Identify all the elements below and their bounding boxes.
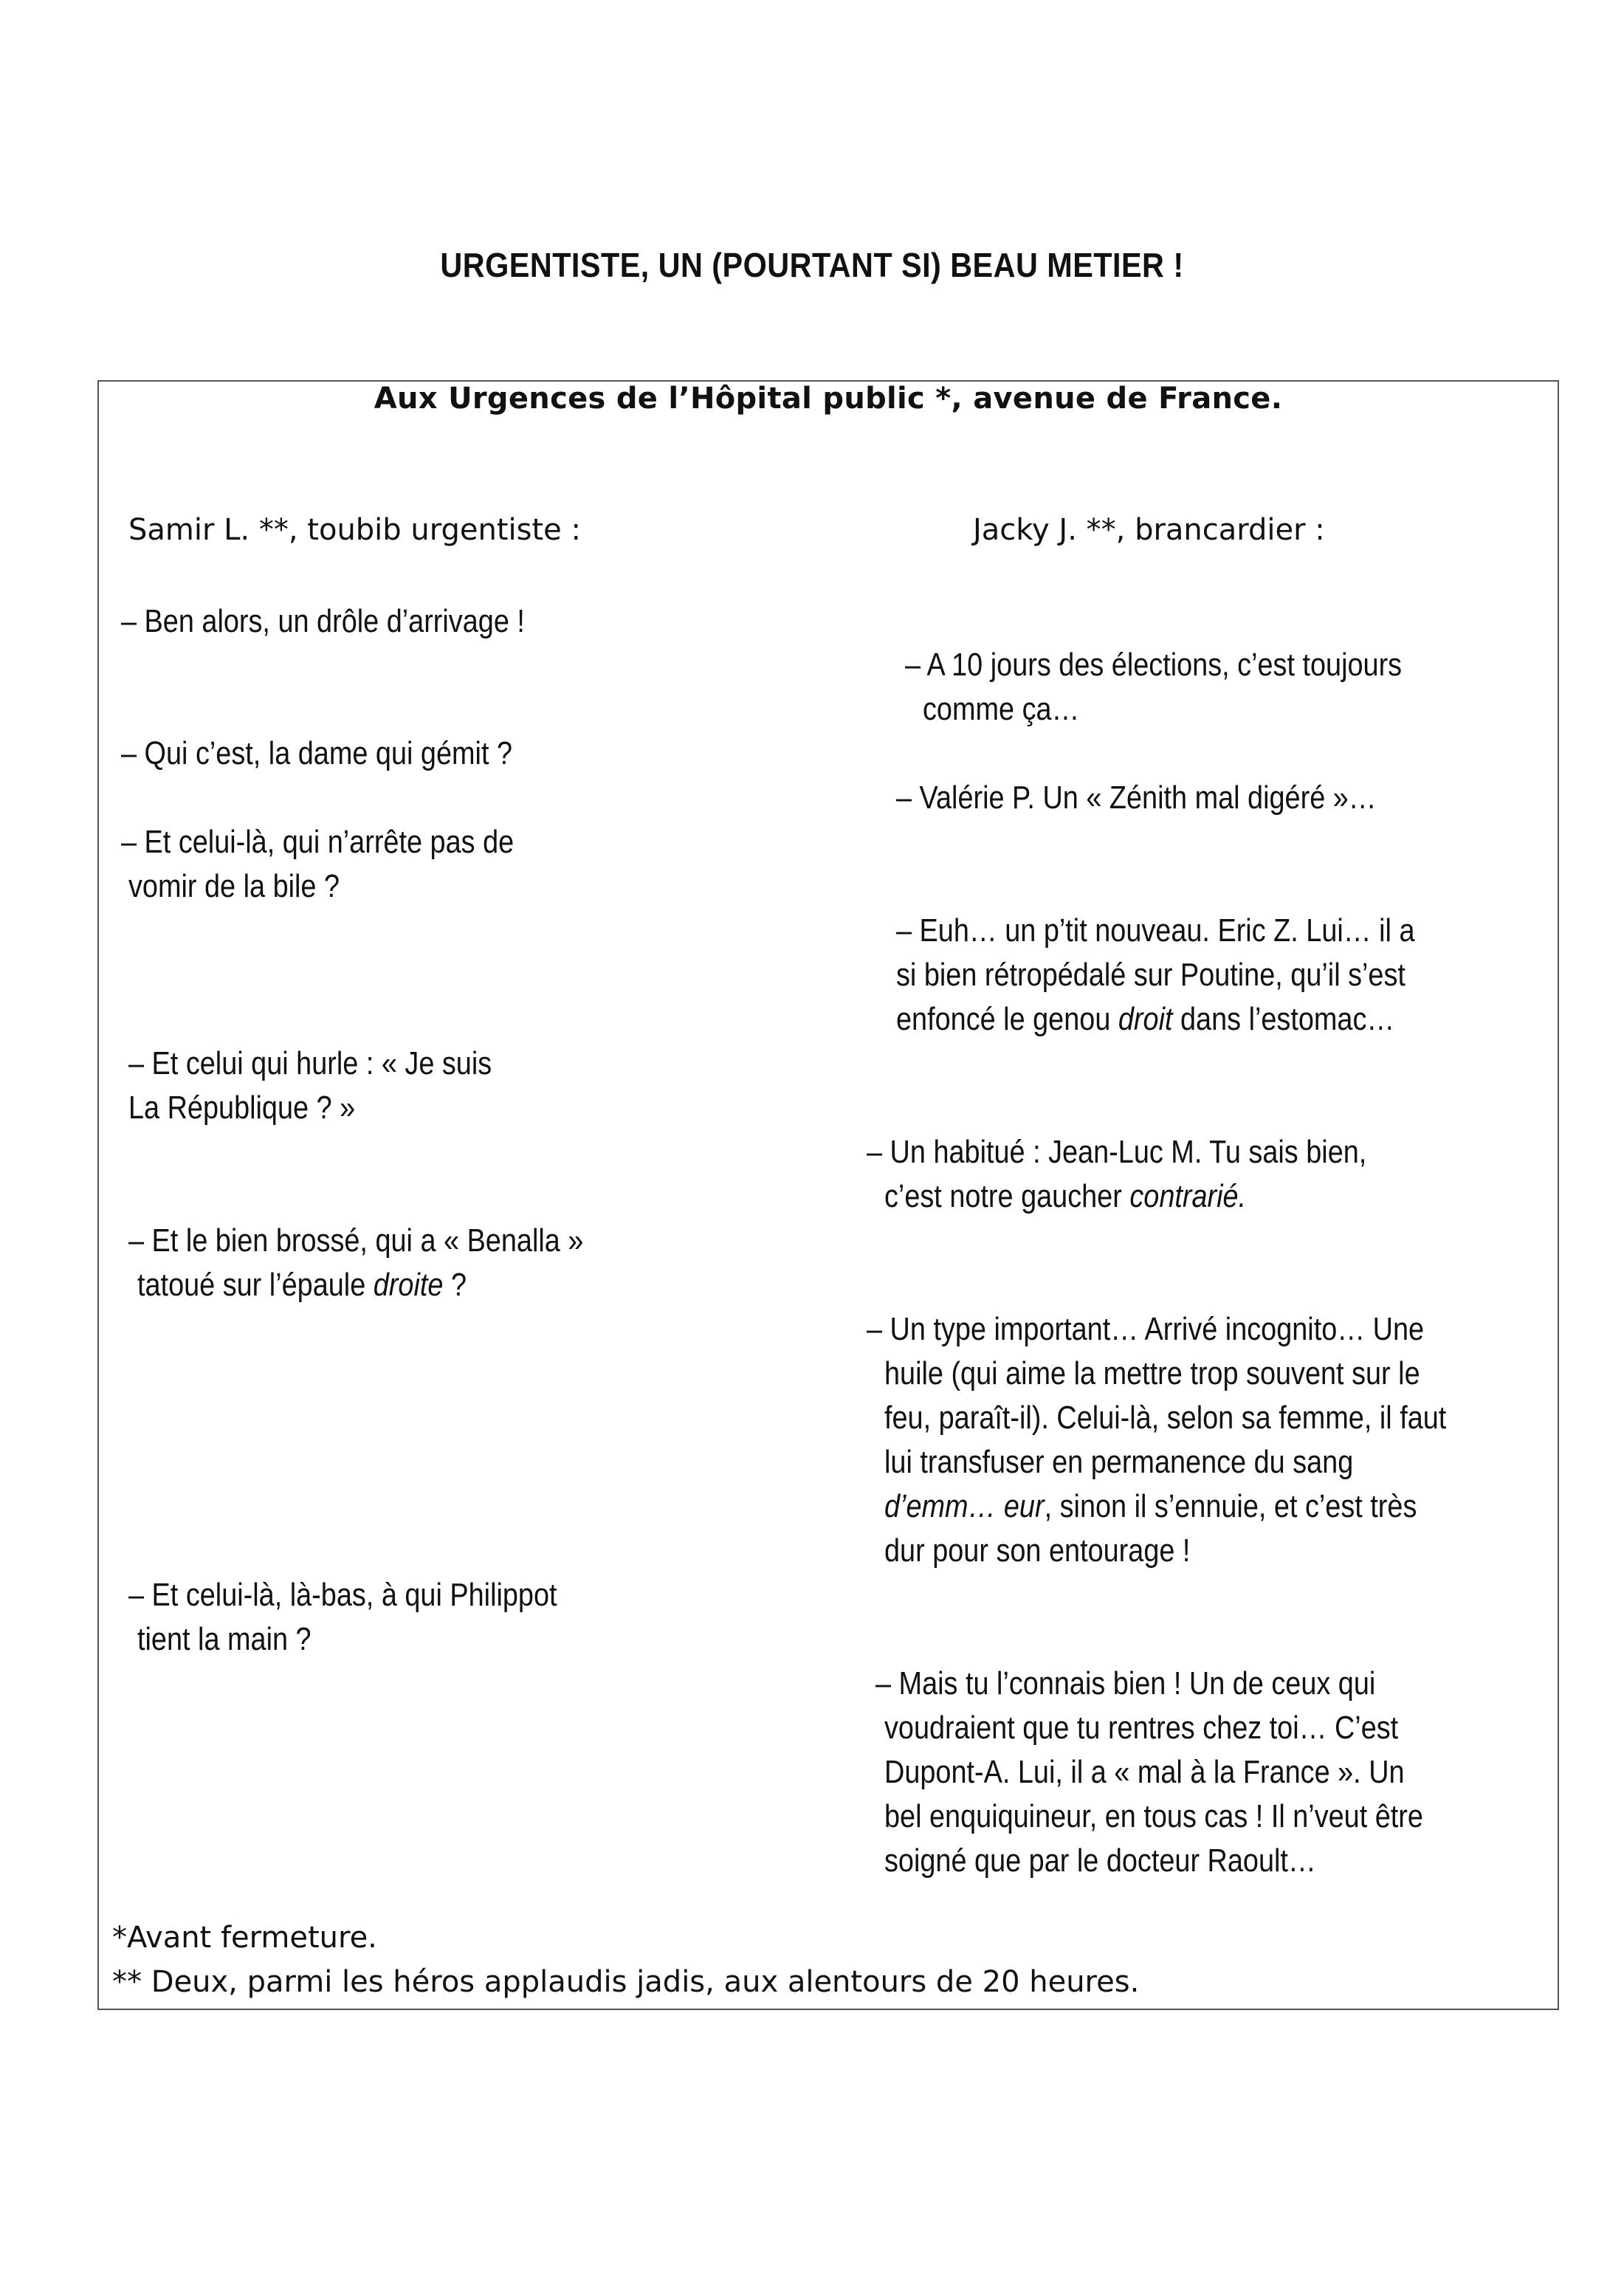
right-line: – Mais tu l’connais bien ! Un de ceux qui — [875, 1665, 1376, 1702]
right-line: – Euh… un p’tit nouveau. Eric Z. Lui… il a — [896, 912, 1415, 949]
left-line: tatoué sur l’épaule droite ? — [137, 1267, 467, 1303]
right-speaker-heading: Jacky J. **, brancardier : — [973, 513, 1325, 547]
left-line: – Et celui-là, là-bas, à qui Philippot — [128, 1577, 557, 1613]
left-line: – Qui c’est, la dame qui gémit ? — [121, 735, 513, 771]
right-line: – Valérie P. Un « Zénith mal digéré »… — [896, 780, 1377, 816]
footnote: ** Deux, parmi les héros applaudis jadis, aux alentours de 20 heures. — [112, 1965, 1140, 1999]
dialogue-frame — [97, 380, 1559, 2010]
right-line: soigné que par le docteur Raoult… — [884, 1842, 1316, 1879]
right-line: comme ça… — [923, 691, 1080, 727]
right-line: voudraient que tu rentres chez toi… C’est — [884, 1710, 1399, 1746]
left-line: La République ? » — [128, 1090, 356, 1126]
right-line: enfoncé le genou droit dans l’estomac… — [896, 1001, 1395, 1037]
left-line: – Et celui qui hurle : « Je suis — [128, 1045, 492, 1081]
right-line: dur pour son entourage ! — [884, 1532, 1191, 1569]
right-line: lui transfuser en permanence du sang — [884, 1444, 1354, 1480]
right-line: – Un habitué : Jean-Luc M. Tu sais bien, — [867, 1134, 1367, 1170]
right-line: Dupont-A. Lui, il a « mal à la France ». Un — [884, 1754, 1405, 1790]
left-line: tient la main ? — [137, 1621, 312, 1657]
left-speaker-heading: Samir L. **, toubib urgentiste : — [128, 513, 581, 547]
left-line: – Ben alors, un drôle d’arrivage ! — [121, 603, 525, 639]
right-line: feu, paraît-il). Celui-là, selon sa femme, il faut — [884, 1400, 1447, 1436]
left-line: vomir de la bile ? — [128, 868, 340, 904]
left-line: – Et le bien brossé, qui a « Benalla » — [128, 1222, 584, 1259]
right-line: si bien rétropédalé sur Poutine, qu’il s’est — [896, 957, 1405, 993]
right-line: c’est notre gaucher contrarié. — [884, 1178, 1247, 1214]
left-line: – Et celui-là, qui n’arrête pas de — [121, 824, 515, 860]
right-line: – Un type important… Arrivé incognito… Une — [867, 1311, 1425, 1347]
scene-heading: Aux Urgences de l’Hôpital public *, avenue de France. — [374, 382, 1283, 416]
right-line: d’emm… eur, sinon il s’ennuie, et c’est très — [884, 1488, 1417, 1524]
page-title: URGENTISTE, UN (POURTANT SI) BEAU METIER ! — [440, 246, 1184, 284]
right-line: bel enquiquineur, en tous cas ! Il n’veut être — [884, 1798, 1423, 1834]
right-line: – A 10 jours des élections, c’est toujours — [905, 647, 1403, 683]
footnote: *Avant fermeture. — [112, 1921, 377, 1955]
right-line: huile (qui aime la mettre trop souvent sur le — [884, 1355, 1420, 1391]
